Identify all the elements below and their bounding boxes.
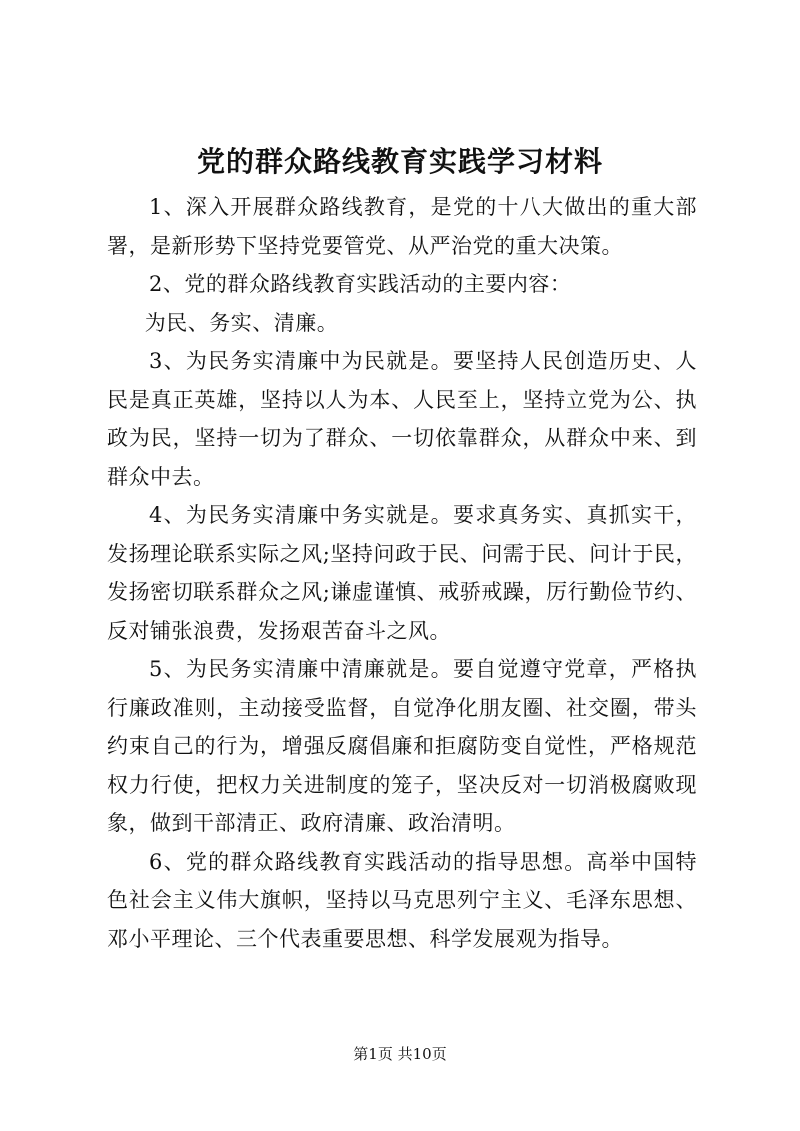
page-footer: 第1页 共10页	[353, 1045, 447, 1063]
paragraph-4: 3、为民务实清廉中为民就是。要坚持人民创造历史、人民是真正英雄，坚持以人为本、人民至上，坚持立党为公、执政为民，坚持一切为了群众、一切依靠群众，从群众中来、到群众中去。	[107, 349, 697, 489]
paragraph-3: 为民、务实、清廉。	[144, 310, 339, 335]
document-body	[107, 188, 697, 958]
paragraph-6: 5、为民务实清廉中清廉就是。要自觉遵守党章，严格执行廉政准则，主动接受监督，自觉净化朋友圈、社交圈，带头约束自己的行为，增强反腐倡廉和拒腐防变自觉性，严格规范权力行使，把权力关进制度的笼子，坚决反对一切消极腐败现象，做到干部清正、政府清廉、政治清明。	[107, 657, 697, 835]
paragraph-5: 4、为民务实清廉中务实就是。要求真务实、真抓实干，发扬理论联系实际之风;坚持问政于民、问需于民、问计于民，发扬密切联系群众之风;谦虚谨慎、戒骄戒躁，厉行勤俭节约、反对铺张浪费，发扬艰苦奋斗之风。	[107, 503, 697, 643]
paragraph-1: 1、深入开展群众路线教育，是党的十八大做出的重大部署，是新形势下坚持党要管党、从严治党的重大决策。	[107, 195, 697, 258]
paragraph-7: 6、党的群众路线教育实践活动的指导思想。高举中国特色社会主义伟大旗帜，坚持以马克思列宁主义、毛泽东思想、邓小平理论、三个代表重要思想、科学发展观为指导。	[107, 849, 697, 951]
paragraph-2: 2、党的群众路线教育实践活动的主要内容：	[149, 272, 572, 296]
document-title: 党的群众路线教育实践学习材料	[196, 145, 603, 178]
